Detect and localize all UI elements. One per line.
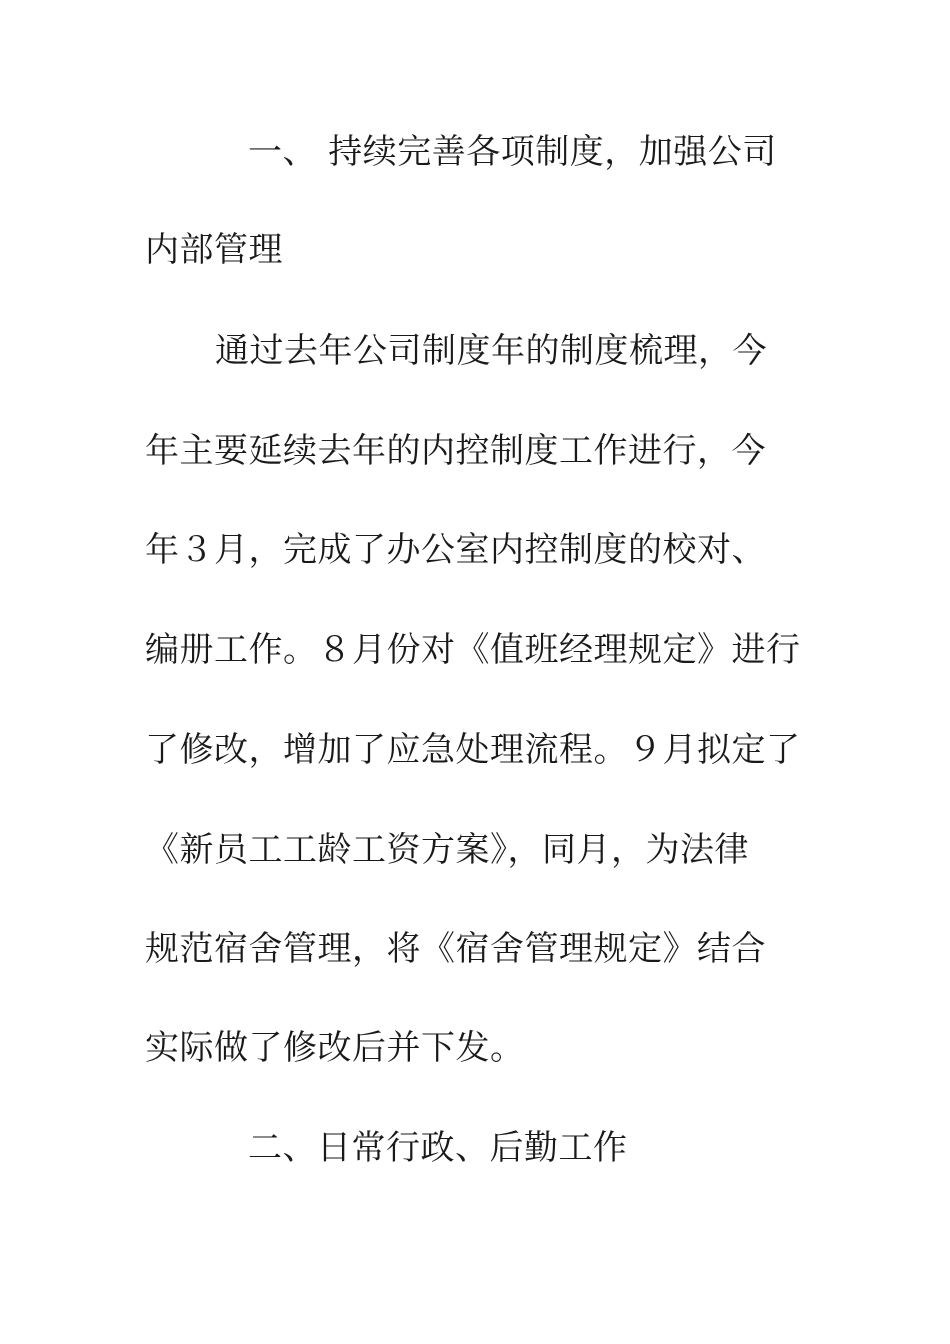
paragraph-line: 《新员工工龄工资方案》，同月，为法律 (145, 830, 749, 870)
paragraph-line: 了修改，增加了应急处理流程。９月拟定了 (145, 730, 801, 770)
section-1-heading: 一、 持续完善各项制度，加强公司 (248, 132, 777, 172)
paragraph-line: 年３月，完成了办公室内控制度的校对、 (145, 530, 766, 570)
paragraph-line: 编册工作。８月份对《值班经理规定》进行 (145, 630, 801, 670)
paragraph-line: 实际做了修改后并下发。 (145, 1028, 525, 1068)
section-2-heading: 二、日常行政、后勤工作 (248, 1128, 628, 1168)
paragraph-line: 年主要延续去年的内控制度工作进行，今 (145, 431, 766, 471)
paragraph-line: 通过去年公司制度年的制度梳理，今 (215, 331, 767, 371)
section-1-heading-continued: 内部管理 (145, 230, 283, 270)
paragraph-line: 规范宿舍管理，将《宿舍管理规定》结合 (145, 929, 766, 969)
